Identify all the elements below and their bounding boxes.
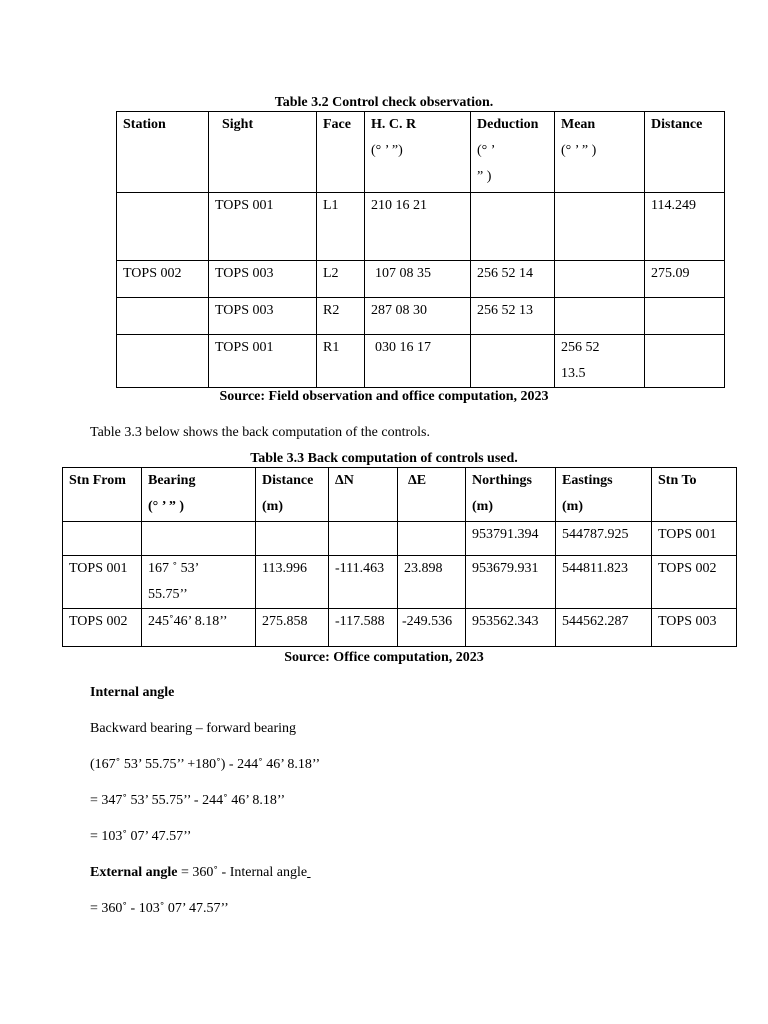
cell-sight: TOPS 003 [209,298,317,335]
cell-deduction [471,335,555,388]
table-row [117,193,725,261]
underline-mark [307,865,311,880]
header-northings: Northings (m) [466,468,556,522]
table-row [117,298,725,335]
header-stn-from: Stn From [63,468,142,522]
cell-face: L2 [317,261,365,298]
table2-source: Source: Office computation, 2023 [284,650,484,665]
cell-sight: TOPS 001 [209,335,317,388]
header-mean: Mean (° ’ ” ) [555,112,645,193]
table1-source: Source: Field observation and office computation, 2023 [219,389,549,404]
back-computation-table [62,467,737,647]
cell-distance: 275.09 [645,261,725,298]
computation-line-3: = 347˚ 53’ 55.75’’ - 244˚ 46’ 8.18’’ [90,793,286,808]
cell-distance: 275.858 [256,609,329,647]
cell-hcr: 107 08 35 [365,261,471,298]
header-delta-n: ΔN [329,468,398,522]
cell-hcr: 287 08 30 [365,298,471,335]
table-row [63,556,737,609]
cell-northings: 953562.343 [466,609,556,647]
cell-eastings: 544811.823 [556,556,652,609]
header-distance: Distance (m) [256,468,329,522]
external-angle-label: External angle [90,865,178,880]
cell-hcr: 030 16 17 [365,335,471,388]
header-eastings: Eastings (m) [556,468,652,522]
cell-eastings: 544787.925 [556,522,652,556]
cell-distance [256,522,329,556]
cell-distance [645,335,725,388]
external-angle-line [90,864,730,882]
cell-station [117,335,209,388]
cell-bearing [142,522,256,556]
header-hcr: H. C. R (° ’ ”) [365,112,471,193]
cell-stn-to: TOPS 003 [652,609,737,647]
table2-caption: Table 3.3 Back computation of controls used. [250,451,518,466]
cell-deduction: 256 52 14 [471,261,555,298]
cell-delta-n: -111.463 [329,556,398,609]
cell-delta-n [329,522,398,556]
header-deduction: Deduction (° ’ ” ) [471,112,555,193]
cell-distance: 114.249 [645,193,725,261]
table-row [117,335,725,388]
cell-distance [645,298,725,335]
computation-line-2: (167˚ 53’ 55.75’’ +180˚) - 244˚ 46’ 8.18’’ [90,757,321,772]
table1-header-row [117,112,725,193]
header-sight: Sight [209,112,317,193]
table-row [117,261,725,298]
table1-caption: Table 3.2 Control check observation. [274,95,494,110]
cell-station [117,193,209,261]
intro-paragraph: Table 3.3 below shows the back computation of the controls. [90,425,430,440]
internal-angle-heading: Internal angle [90,685,175,700]
cell-delta-e: -249.536 [398,609,466,647]
cell-mean [555,298,645,335]
table-row [63,522,737,556]
cell-delta-e [398,522,466,556]
cell-face: L1 [317,193,365,261]
cell-stn-from: TOPS 001 [63,556,142,609]
cell-northings: 953679.931 [466,556,556,609]
cell-mean [555,261,645,298]
external-angle-formula: = 360˚ - Internal angle [177,865,308,880]
header-stn-to: Stn To [652,468,737,522]
header-station: Station [117,112,209,193]
header-bearing: Bearing (° ’ ” ) [142,468,256,522]
cell-northings: 953791.394 [466,522,556,556]
cell-station: TOPS 002 [117,261,209,298]
cell-eastings: 544562.287 [556,609,652,647]
cell-distance: 113.996 [256,556,329,609]
header-delta-e: ΔE [398,468,466,522]
control-check-table [116,111,725,388]
header-distance: Distance [645,112,725,193]
cell-face: R2 [317,298,365,335]
cell-bearing: 167 ˚ 53’ 55.75’’ [142,556,256,609]
cell-mean: 256 52 13.5 [555,335,645,388]
cell-stn-from [63,522,142,556]
cell-mean [555,193,645,261]
cell-bearing: 245˚46’ 8.18’’ [142,609,256,647]
cell-stn-to: TOPS 002 [652,556,737,609]
cell-stn-to: TOPS 001 [652,522,737,556]
cell-delta-e: 23.898 [398,556,466,609]
computation-line-6: = 360˚ - 103˚ 07’ 47.57’’ [90,901,229,916]
header-face: Face [317,112,365,193]
cell-deduction [471,193,555,261]
cell-deduction: 256 52 13 [471,298,555,335]
cell-stn-from: TOPS 002 [63,609,142,647]
table2-header-row [63,468,737,522]
cell-delta-n: -117.588 [329,609,398,647]
computation-line-1: Backward bearing – forward bearing [90,721,297,736]
cell-station [117,298,209,335]
cell-face: R1 [317,335,365,388]
cell-hcr: 210 16 21 [365,193,471,261]
cell-sight: TOPS 003 [209,261,317,298]
computation-line-4: = 103˚ 07’ 47.57’’ [90,829,192,844]
table-row [63,609,737,647]
cell-sight: TOPS 001 [209,193,317,261]
